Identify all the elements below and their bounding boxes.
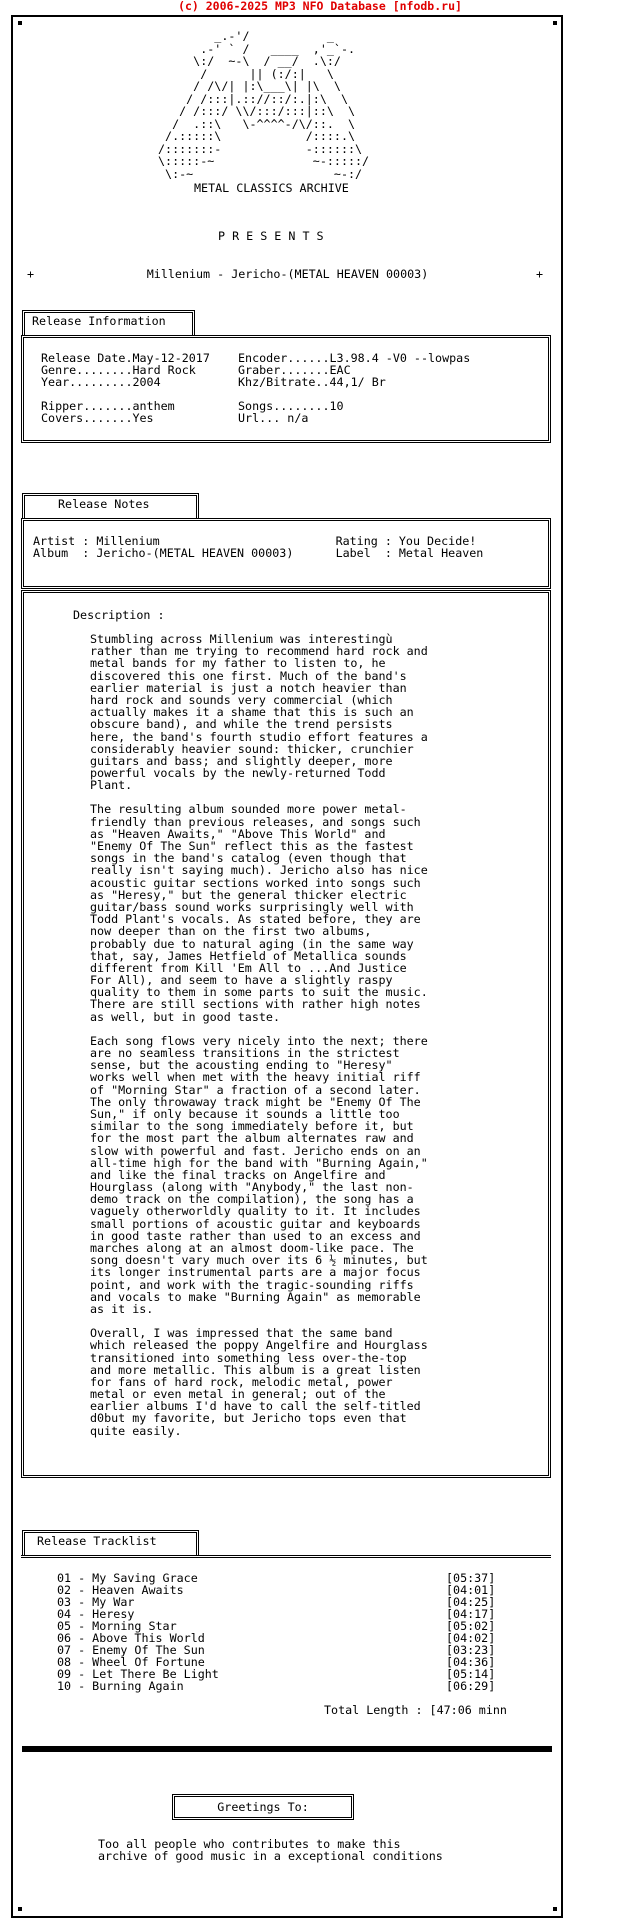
release-info-row: Ripper.......anthem Songs........10	[41, 399, 344, 413]
track-title: 05 - Morning Star	[57, 1619, 177, 1633]
track-title: 03 - My War	[57, 1595, 135, 1609]
release-info-rows	[41, 352, 470, 424]
description-paragraph: Overall, I was impressed that the same band which released the poppy Angelfire and Hourglass transitioned into something less over-the-top and more metallic. This album is a great listen for fans of hard rock, melodic metal, power metal or even metal in general; out of the earlier albums I'd have to call the self-titled d0but my favorite, but Jericho tops even that quite easily.	[90, 1326, 428, 1438]
track-duration: [04:01]	[446, 1583, 496, 1597]
corner-dot-icon	[18, 21, 22, 25]
track-duration: [05:37]	[446, 1571, 496, 1585]
track-duration: [04:02]	[446, 1631, 496, 1645]
description-paragraph: The resulting album sounded more power metal- friendly than previous releases, and songs such as "Heaven Awaits," "Above This World" and "Enemy Of The Sun" reflect this as the fastest songs in the band's catalog (even though that really isn't saying much). Jericho also has nice acoustic guitar sections worked into songs such as "Heresy," but the general thicker electric guitar/bass sound works surprisingly well with Todd Plant's vocals. As stated before, they are now deeper than on the first two albums, probably due to natural aging (in the same way that, say, James Hetfield of Metallica sounds different from Kill 'Em All to ...And Justice For All), and seem to have a slightly raspy quality to them in some parts to suit the music. There are still sections with rather high notes as well, but in good taste.	[90, 802, 428, 1024]
release-title: Millenium - Jericho-(METAL HEAVEN 00003)	[146, 267, 429, 281]
copyright-header: (c) 2006-2025 MP3 NFO Database [nfodb.ru]	[178, 0, 462, 13]
release-notes-tab: Release Notes	[22, 493, 199, 519]
release-info-row: Year.........2004 Khz/Bitrate..44,1/ Br	[41, 375, 386, 389]
corner-dot-icon	[553, 1907, 557, 1911]
track-title: 02 - Heaven Awaits	[57, 1583, 184, 1597]
release-notes-row: Album : Jericho-(METAL HEAVEN 00003) Label : Metal Heaven	[33, 546, 484, 560]
track-duration: [04:17]	[446, 1607, 496, 1621]
tracklist-tab: Release Tracklist	[22, 1530, 199, 1556]
presents-heading: P R E S E N T S	[218, 229, 324, 243]
track-title: 09 - Let There Be Light	[57, 1667, 219, 1681]
release-info-row: Genre........Hard Rock Graber.......EAC	[41, 363, 351, 377]
release-notes-row: Artist : Millenium Rating : You Decide!	[33, 534, 477, 548]
track-title: 07 - Enemy Of The Sun	[57, 1643, 205, 1657]
tracklist-top-rule	[21, 1555, 551, 1559]
description-paragraph: Stumbling across Millenium was interestingù rather than me trying to recommend hard rock and metal bands for my father to listen to, he discovered this one first. Much of the band's earlier material is just a notch heavier than hard rock and sounds very commercial (which actually makes it a shame that this is such an obscure band), and while the trend persists here, the band's fourth studio effort features a considerably heavier sound: thicker, crunchier guitars and bass; and slightly deeper, more powerful vocals by the newly-returned Todd Plant.	[90, 632, 428, 793]
track-duration: [05:02]	[446, 1619, 496, 1633]
track-duration: [04:25]	[446, 1595, 496, 1609]
greetings-text: Too all people who contributes to make this archive of good music in a exceptional conditions	[98, 1837, 443, 1863]
track-duration: [05:14]	[446, 1667, 496, 1681]
release-notes-info	[33, 535, 483, 559]
description-text	[90, 633, 428, 1437]
release-info-tab: Release Information	[22, 310, 195, 336]
release-title-plus-left: +	[27, 267, 35, 281]
track-title: 04 - Heresy	[57, 1607, 135, 1621]
release-info-row: Release Date.May-12-2017 Encoder......L3.98.4 -V0 --lowpas	[41, 351, 471, 365]
description-label: Description :	[73, 608, 165, 622]
track-title: 01 - My Saving Grace	[57, 1571, 198, 1585]
track-duration: [03:23]	[446, 1643, 496, 1657]
total-length: Total Length : [47:06 minn	[324, 1703, 507, 1717]
track-row	[57, 1680, 517, 1692]
ascii-logo: _.-'/ _ .-' ` / ____ ,'_`-. \:/ ~-\ / __/ .\:/ / || (:/:| \ / /\/| |:\___\| |\ \ / /:::|.:://::/:.|:\ \ / /:::/ \\/:::/:::|::\ \ / .::\ \-^^^^-/\/::. \ /.:::::\ /::::.\ /:::::::- -::::::\ \:::::-~ ~-:::::/ \:-~ ~-:/	[158, 29, 370, 181]
corner-dot-icon	[553, 21, 557, 25]
release-title-plus-right: +	[536, 267, 544, 281]
logo-caption: METAL CLASSICS ARCHIVE	[194, 181, 349, 195]
track-title: 08 - Wheel Of Fortune	[57, 1655, 205, 1669]
track-duration: [04:36]	[446, 1655, 496, 1669]
track-title: 06 - Above This World	[57, 1631, 205, 1645]
description-paragraph: Each song flows very nicely into the next; there are no seamless transitions in the strictest sense, but the acousting ending to "Heresy" works well when met with the heavy initial riff of "Morning Star" a fraction of a second later. The only throwaway track might be "Enemy Of The Sun," if only because it sounds a little too similar to the song immediately before it, but for the most part the album alternates raw and slow with powerful and fast. Jericho ends on an all-time high for the band with "Burning Again," and like the final tracks on Angelfire and Hourglass (along with "Anybody," the last non- demo track on the compilation), the song has a vaguely otherworldly quality to it. It includes small portions of acoustic guitar and keyboards in good taste rather than used to an excess and marches along at an almost doom-like pace. The song doesn't vary much over its 6 ½ minutes, but its longer instrumental parts are a major focus point, and work with the tragic-sounding riffs and vocals to make "Burning Again" as memorable as it is.	[90, 1033, 428, 1316]
track-title: 10 - Burning Again	[57, 1679, 184, 1693]
release-info-row: Covers.......Yes Url... n/a	[41, 411, 309, 425]
track-duration: [06:29]	[446, 1679, 496, 1693]
corner-dot-icon	[18, 1907, 22, 1911]
section-divider	[22, 1746, 552, 1752]
greetings-title: Greetings To:	[172, 1794, 354, 1820]
track-list	[57, 1572, 517, 1692]
